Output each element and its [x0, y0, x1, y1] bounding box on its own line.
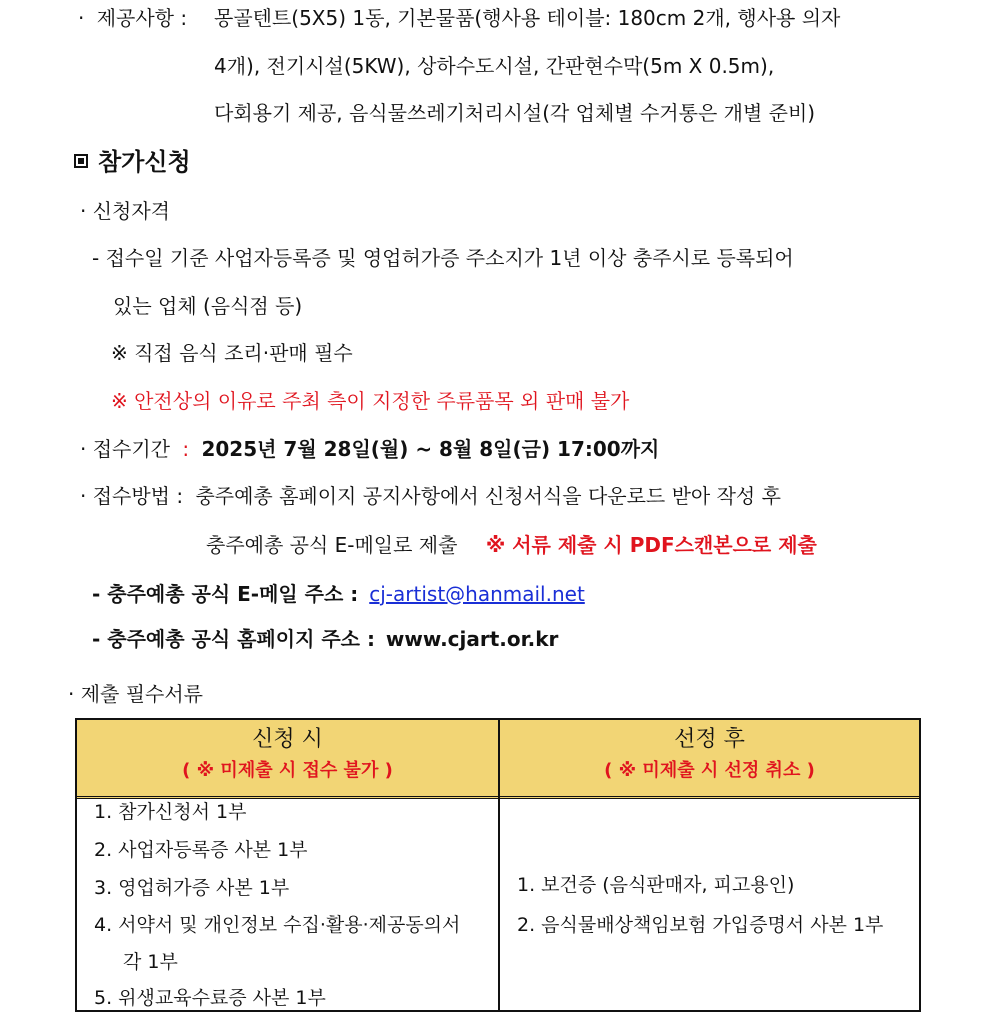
qualification-line1: - 접수일 기준 사업자등록증 및 영업허가증 주소지가 1년 이상 충주시로 등록되어: [92, 246, 794, 270]
period-value: 2025년 7월 28일(월) ~ 8월 8일(금) 17:00까지: [201, 437, 660, 461]
apply-item: 3. 영업허가증 사본 1부: [94, 877, 290, 899]
square-bullet-icon: [74, 154, 88, 168]
documents-table: [75, 718, 921, 1012]
provisions-line3: 다회용기 제공, 음식물쓰레기처리시설(각 업체별 수거통은 개별 준비): [214, 101, 816, 125]
selected-item: 2. 음식물배상책임보험 가입증명서 사본 1부: [517, 914, 884, 936]
header-selected-sub: ( ※ 미제출 시 선정 취소 ): [604, 760, 815, 781]
header-col-apply: [77, 720, 498, 796]
period-row: [80, 435, 659, 463]
web-url: www.cjart.or.kr: [385, 627, 559, 651]
qualification-note1: ※ 직접 음식 조리·판매 필수: [111, 341, 353, 365]
web-row: [92, 625, 558, 653]
provisions-line2: 4개), 전기시설(5KW), 상하수도시설, 간판현수막(5m X 0.5m),: [214, 54, 775, 78]
section-title: 참가신청: [98, 148, 191, 176]
qualification-note2: ※ 안전상의 이유로 주최 측이 지정한 주류품목 외 판매 불가: [111, 389, 630, 413]
method-row: [80, 482, 781, 510]
period-colon: :: [182, 437, 190, 461]
header-col-selected: [500, 720, 919, 796]
period-label: · 접수기간: [80, 437, 170, 461]
qualification-line2: 있는 업체 (음식점 등): [113, 294, 303, 318]
header-apply-title: 신청 시: [252, 727, 323, 752]
provisions-label: 제공사항 :: [96, 6, 188, 30]
header-apply-sub: ( ※ 미제출 시 접수 불가 ): [182, 760, 393, 781]
documents-label: · 제출 필수서류: [68, 682, 203, 706]
apply-item: 5. 위생교육수료증 사본 1부: [94, 987, 326, 1009]
apply-item: 1. 참가신청서 1부: [94, 801, 247, 823]
email-link[interactable]: cj-artist@hanmail.net: [369, 582, 585, 606]
selected-item: 1. 보건증 (음식판매자, 피고용인): [517, 874, 795, 896]
provisions-line1: 몽골텐트(5X5) 1동, 기본물품(행사용 테이블: 180cm 2개, 행사용 의자: [214, 6, 841, 30]
method-line2: 충주예총 공식 E-메일로 제출: [206, 533, 458, 557]
qualification-label: · 신청자격: [80, 199, 170, 223]
column-divider: [498, 720, 500, 1010]
apply-item-cont: 각 1부: [123, 951, 178, 973]
method-line2-row: [206, 531, 817, 559]
email-row: [92, 580, 585, 608]
email-label: - 충주예총 공식 E-메일 주소 :: [92, 582, 359, 606]
web-label: - 충주예총 공식 홈페이지 주소 :: [92, 627, 375, 651]
apply-item: 2. 사업자등록증 사본 1부: [94, 839, 308, 861]
method-note: ※ 서류 제출 시 PDF스캔본으로 제출: [485, 533, 817, 557]
apply-item: 4. 서약서 및 개인정보 수집·활용·제공동의서: [94, 914, 461, 936]
provisions-row: [78, 4, 187, 32]
method-line1: 충주예총 홈페이지 공지사항에서 신청서식을 다운로드 받아 작성 후: [195, 484, 781, 508]
method-label: · 접수방법 :: [80, 484, 184, 508]
header-selected-title: 선정 후: [674, 727, 745, 752]
provisions-bullet: ·: [78, 6, 85, 30]
section-heading: [74, 146, 191, 178]
